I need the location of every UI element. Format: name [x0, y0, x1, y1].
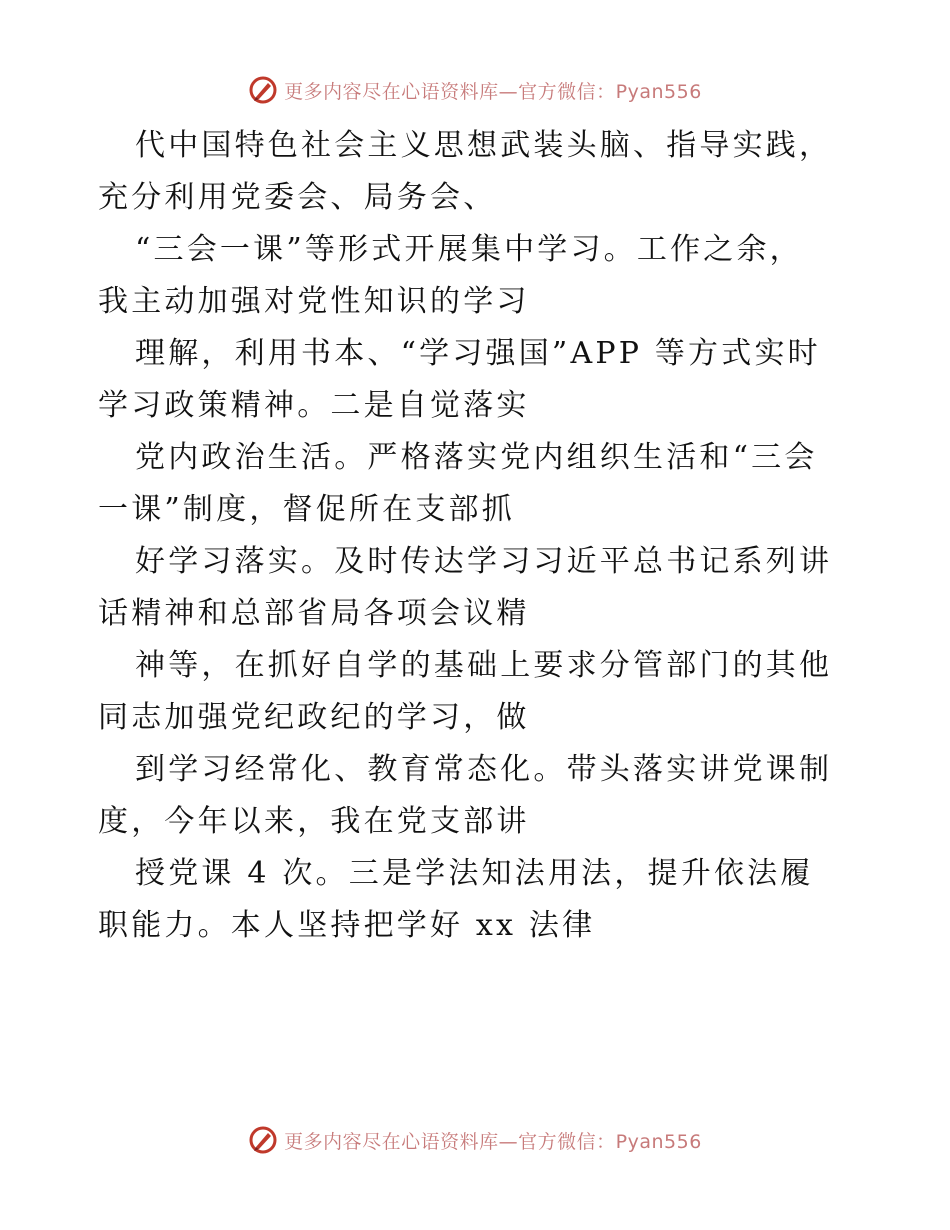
header-watermark — [0, 70, 950, 110]
text-line-2: 充分利用党委会、局务会、 — [98, 180, 497, 215]
text-line-14: 度，今年以来，我在党支部讲 — [98, 804, 530, 839]
text-line-4: 我主动加强对党性知识的学习 — [98, 284, 530, 319]
text-line-10: 话精神和总部省局各项会议精 — [98, 596, 530, 631]
text-line-11: 神等，在抓好自学的基础上要求分管部门的其他 — [135, 648, 833, 683]
text-line-8: 一课”制度，督促所在支部抓 — [98, 492, 515, 527]
pen-circle-logo-icon — [248, 1125, 278, 1155]
footer-watermark — [0, 1120, 950, 1160]
text-line-3: “三会一课”等形式开展集中学习。工作之余， — [135, 232, 803, 267]
header-watermark-text: 更多内容尽在心语资料库—官方微信：Pyan556 — [284, 80, 702, 103]
footer-watermark-text: 更多内容尽在心语资料库—官方微信：Pyan556 — [284, 1130, 702, 1153]
text-line-1: 代中国特色社会主义思想武装头脑、指导实践， — [135, 128, 833, 163]
text-line-9: 好学习落实。及时传达学习习近平总书记系列讲 — [135, 544, 833, 579]
text-line-16: 职能力。本人坚持把学好 xx 法律 — [98, 908, 596, 943]
text-line-7: 党内政治生活。严格落实党内组织生活和“三会 — [135, 440, 818, 475]
text-line-5: 理解，利用书本、“学习强国”APP 等方式实时 — [135, 336, 821, 371]
text-line-6: 学习政策精神。二是自觉落实 — [98, 388, 530, 423]
document-body — [98, 120, 868, 952]
text-line-15: 授党课 4 次。三是学法知法用法，提升依法履 — [135, 856, 814, 891]
text-line-13: 到学习经常化、教育常态化。带头落实讲党课制 — [135, 752, 833, 787]
pen-circle-logo-icon — [248, 75, 278, 105]
text-line-12: 同志加强党纪政纪的学习，做 — [98, 700, 530, 735]
